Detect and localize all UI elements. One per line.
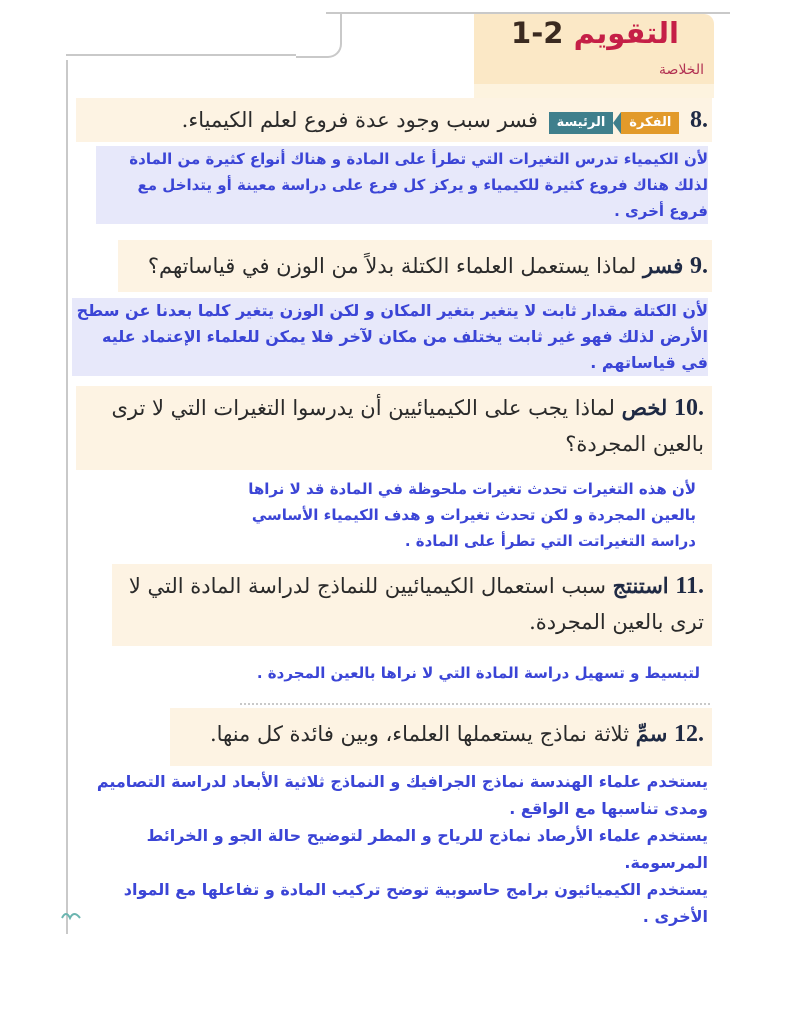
question-text: فسر سبب وجود عدة فروع لعلم الكيمياء. bbox=[181, 108, 538, 132]
answer-line: يستخدم علماء الأرصاد نماذج للرياح و المطر لتوضيح حالة الجو و الخرائط المرسومة. bbox=[146, 826, 708, 872]
answer-8: لأن الكيمياء تدرس التغيرات التي تطرأ على المادة و هناك أنواع كثيرة من المادة لذلك هناك فروع كثيرة للكيمياء و يركز كل فرع على دراسة معينة أو يتداخل مع فروع أخرى . bbox=[96, 146, 708, 224]
chevron-icon bbox=[613, 112, 621, 134]
question-text: ثلاثة نماذج يستعملها العلماء، وبين فائدة كل منها. bbox=[209, 722, 630, 746]
answer-line: يستخدم الكيميائيون برامج حاسوبية توضح تركيب المادة و تفاعلها مع المواد الأخرى . bbox=[123, 880, 708, 926]
answer-line: يستخدم علماء الهندسة نماذج الجرافيك و النماذج ثلاثية الأبعاد لدراسة التصاميم ومدى تناسبها مع الواقع . bbox=[96, 772, 708, 818]
question-8 bbox=[88, 102, 708, 140]
question-text: لماذا يجب على الكيميائيين أن يدرسوا التغيرات التي لا ترى بالعين المجردة؟ bbox=[111, 396, 704, 456]
section-title-text: التقويم bbox=[573, 16, 679, 50]
question-number: .10 bbox=[674, 395, 704, 421]
divider bbox=[240, 695, 710, 705]
frame-notch bbox=[66, 12, 326, 56]
question-verb: فسر bbox=[642, 253, 684, 278]
question-11 bbox=[114, 568, 704, 640]
publisher-logo-icon bbox=[60, 908, 86, 944]
question-verb: استنتج bbox=[612, 573, 669, 598]
question-verb: لخص bbox=[621, 395, 668, 420]
question-number: .8 bbox=[690, 107, 708, 133]
answer-9: لأن الكتلة مقدار ثابت لا يتغير بتغير المكان و لكن الوزن يتغير كلما بعدنا عن سطح الأرض لذلك فهو غير ثابت يختلف من مكان لآخر فلا يمكن للعلماء الإعتماد عليه في قياساتهم . bbox=[72, 298, 708, 376]
logo-mark-icon bbox=[60, 908, 82, 922]
question-10 bbox=[84, 390, 704, 462]
frame-top-line bbox=[66, 54, 296, 60]
section-subtitle: الخلاصة bbox=[659, 62, 704, 78]
answer-10: لأن هذه التغيرات تحدث تغيرات ملحوظة في المادة قد لا نراها بالعين المجردة و لكن تحدث تغيرات و هدف الكيمياء الأساسي دراسة التغيراتت التي تطرأ على المادة . bbox=[248, 480, 696, 550]
question-number: .12 bbox=[674, 721, 704, 747]
question-text: سبب استعمال الكيميائيين للنماذج لدراسة المادة التي لا ترى بالعين المجردة. bbox=[128, 574, 704, 634]
section-title bbox=[490, 16, 700, 50]
question-verb: سمِّ bbox=[635, 721, 668, 746]
badge-idea: الفكرة bbox=[621, 112, 679, 134]
badge-main: الرئيسة bbox=[549, 112, 614, 134]
answer-11: لتبسيط و تسهيل دراسة المادة التي لا نراها بالعين المجردة . bbox=[256, 664, 700, 682]
folder-tab-edge bbox=[290, 12, 342, 58]
question-9 bbox=[118, 248, 708, 284]
question-12 bbox=[164, 716, 704, 752]
question-text: لماذا يستعمل العلماء الكتلة بدلاً من الوزن في قياساتهم؟ bbox=[147, 254, 637, 278]
header-strip bbox=[474, 84, 714, 98]
main-idea-badge bbox=[549, 104, 680, 140]
answer-12 bbox=[96, 768, 708, 930]
section-number: 2-1 bbox=[511, 16, 564, 50]
question-number: .9 bbox=[690, 253, 708, 279]
question-number: .11 bbox=[675, 573, 704, 599]
